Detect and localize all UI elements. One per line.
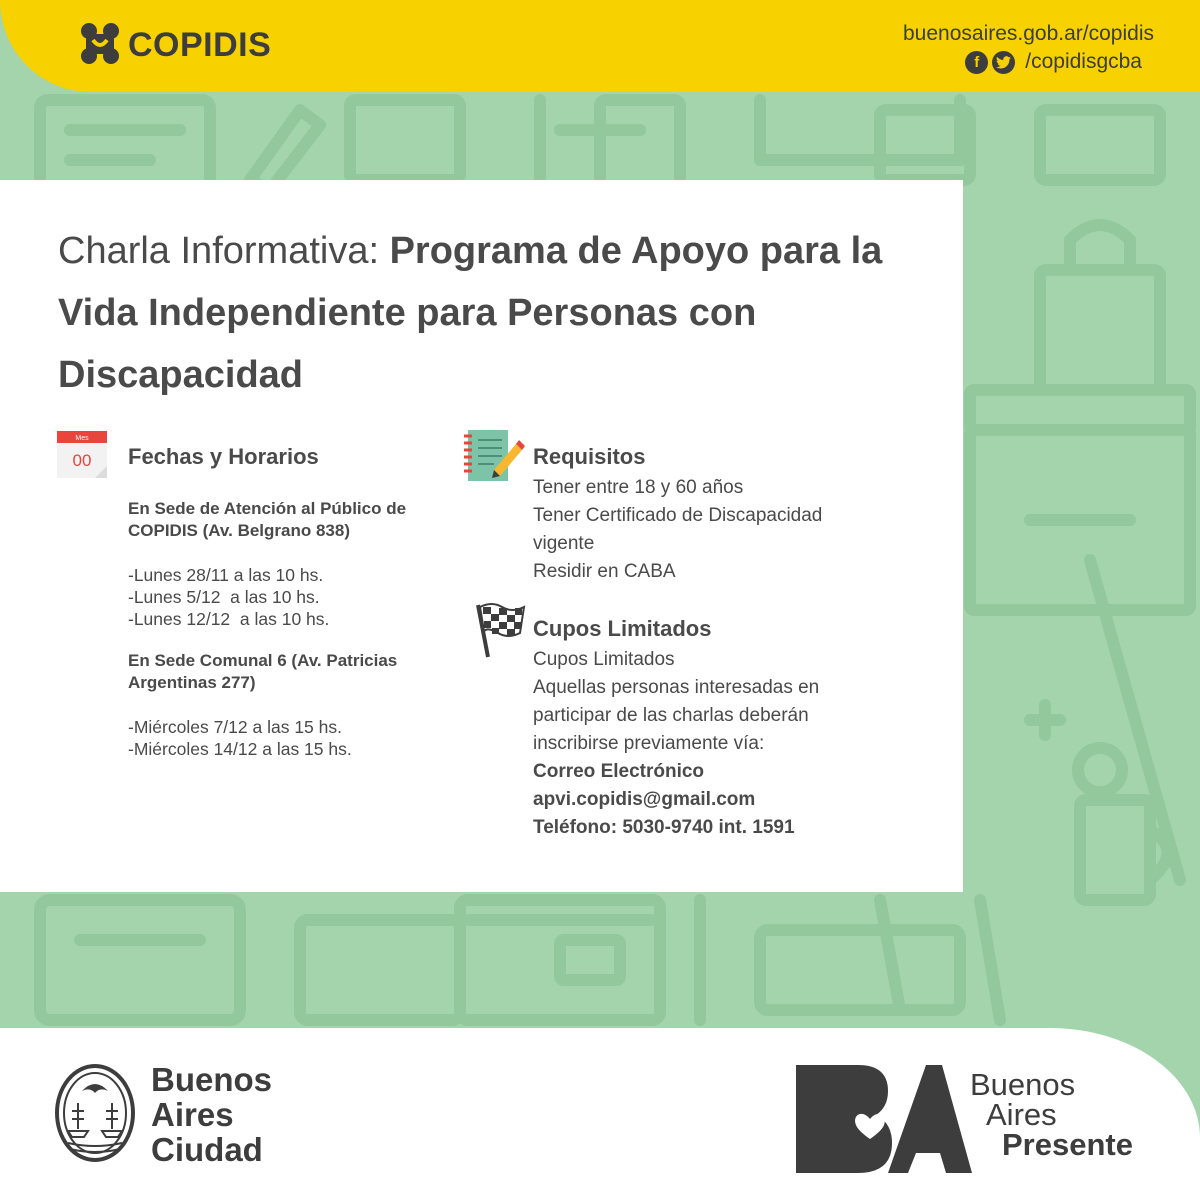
limited-line: Cupos Limitados — [533, 649, 675, 670]
ba-presente-line: Aires — [986, 1097, 1057, 1132]
venue-2-date: -Miércoles 7/12 a las 15 hs. — [128, 717, 342, 737]
notebook-pencil-icon — [464, 428, 526, 483]
venue-2: En Sede Comunal 6 (Av. Patricias Argentinas 277) — [128, 651, 398, 692]
dates-column — [128, 440, 428, 760]
social-handle[interactable]: /copidisgcba — [1025, 50, 1142, 73]
requirements-title: Requisitos — [533, 444, 646, 469]
city-name-line: Buenos — [151, 1061, 273, 1098]
calendar-icon — [57, 431, 107, 478]
contact-label: Correo Electrónico — [533, 761, 705, 782]
social-links — [965, 50, 1142, 74]
calendar-day-number: 00 — [72, 451, 92, 470]
limited-title: Cupos Limitados — [533, 616, 712, 641]
ba-presente-line: Presente — [1002, 1127, 1133, 1162]
requirement-item: Tener entre 18 y 60 años — [533, 477, 744, 498]
page-title — [58, 220, 918, 406]
copidis-logo-icon — [76, 20, 124, 68]
dates-title: Fechas y Horarios — [128, 444, 319, 469]
info-column — [533, 440, 913, 842]
venue-1-date: -Lunes 28/11 a las 10 hs. — [128, 565, 324, 585]
city-seal-icon — [54, 1063, 136, 1163]
calendar-month-label: Mes — [75, 435, 89, 442]
venue-1-date: -Lunes 5/12 a las 10 hs. — [128, 587, 320, 607]
facebook-icon[interactable]: f — [965, 51, 988, 74]
buenos-aires-ciudad-logo — [151, 1062, 272, 1167]
copidis-logo-text: COPIDIS — [128, 26, 272, 64]
checkered-flag-icon — [474, 601, 526, 659]
city-name-line: Ciudad — [151, 1131, 263, 1168]
email-link[interactable]: apvi.copidis@gmail.com — [533, 789, 756, 810]
limited-line: Aquellas personas interesadas en participar de las charlas deberán inscribirse previamente vía: — [533, 677, 820, 754]
title-program: Programa de Apoyo para la Vida Independiente para Personas con Discapacidad — [58, 230, 883, 396]
title-prefix: Charla Informativa: — [58, 230, 390, 272]
ba-logo-icon — [796, 1065, 972, 1173]
ba-presente-line: Buenos — [970, 1067, 1076, 1102]
venue-1: En Sede de Atención al Público de COPIDIS (Av. Belgrano 838) — [128, 499, 407, 540]
site-url-link[interactable]: buenosaires.gob.ar/copidis — [903, 22, 1154, 45]
copidis-logo[interactable] — [76, 20, 276, 72]
requirement-item: Residir en CABA — [533, 561, 676, 582]
venue-2-date: -Miércoles 14/12 a las 15 hs. — [128, 739, 352, 759]
venue-1-date: -Lunes 12/12 a las 10 hs. — [128, 609, 330, 629]
requirement-item: Tener Certificado de Discapacidad vigente — [533, 505, 823, 554]
city-name-line: Aires — [151, 1096, 234, 1133]
header-bar — [0, 0, 1200, 92]
twitter-icon[interactable] — [992, 51, 1015, 74]
phone-number: Teléfono: 5030-9740 int. 1591 — [533, 817, 795, 838]
buenos-aires-presente-logo — [970, 1067, 1133, 1162]
